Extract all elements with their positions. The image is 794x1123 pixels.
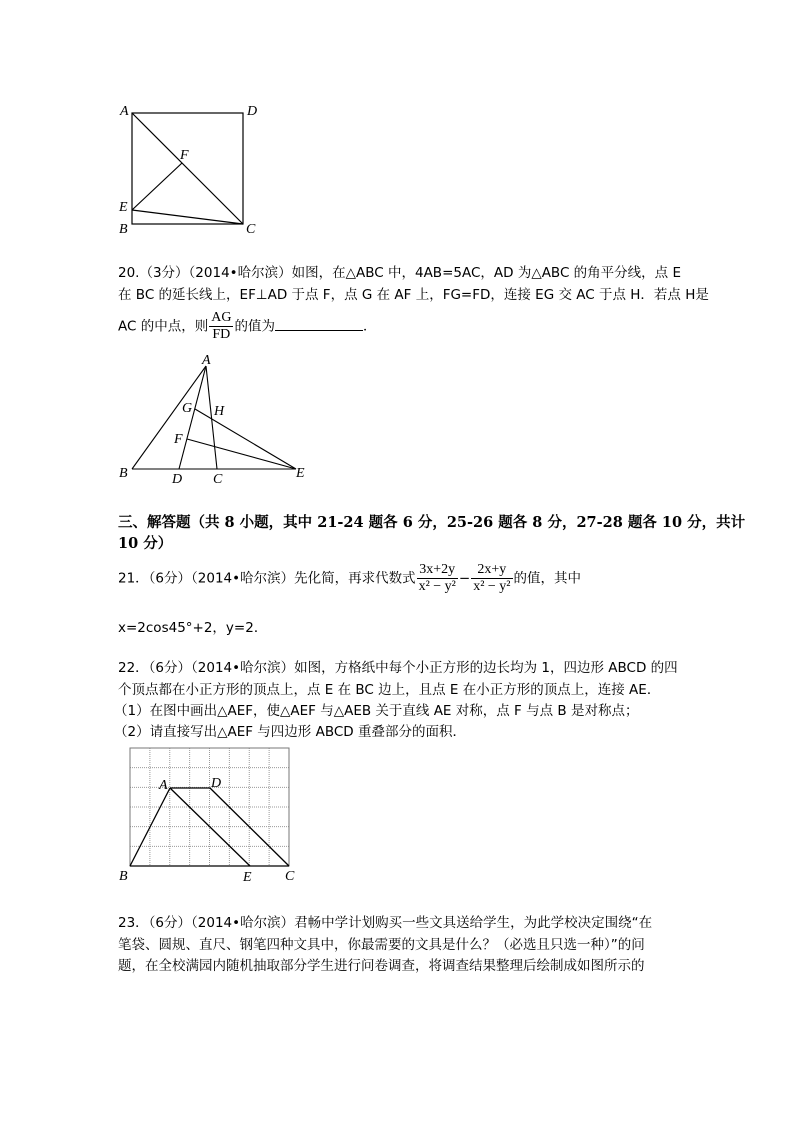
- label-c: C: [213, 472, 223, 487]
- section-heading: 三、解答题（共 8 小题，其中 21-24 题各 6 分，25-26 题各 8 分，27-28 题各 10 分，共计: [118, 514, 746, 531]
- label-d: D: [247, 104, 258, 119]
- label-c: C: [285, 869, 295, 884]
- figure-grid-abcd: [115, 745, 305, 885]
- q23-line3: 题，在全校满园内随机抽取部分学生进行问卷调查，将调查结果整理后绘制成如图所示的: [118, 958, 645, 974]
- label-e: E: [243, 870, 252, 885]
- q20-line2: 在 BC 的延长线上，EF⊥AD 于点 F，点 G 在 AF 上，FG=FD，连接 EG 交 AC 于点 H．若点 H是: [118, 287, 709, 303]
- section-heading-cont: 10 分）: [118, 535, 173, 552]
- label-f: F: [174, 432, 183, 447]
- segment-ef: [132, 163, 182, 210]
- label-e: E: [119, 200, 128, 215]
- figure-square-abcd: [110, 98, 270, 238]
- label-d: D: [211, 776, 222, 791]
- diagonal-ac: [132, 113, 243, 224]
- fraction-2: [471, 562, 512, 595]
- minus-sign: −: [458, 570, 471, 587]
- label-a: A: [159, 778, 168, 793]
- q23-line1: 23．（6分）（2014•哈尔滨）君畅中学计划购买一些文具送给学生，为此学校决定围绕“在: [118, 915, 653, 931]
- label-b: B: [119, 222, 128, 237]
- frac1-den: x² − y²: [418, 579, 456, 594]
- q22-part1: （1）在图中画出△AEF，使△AEF 与△AEB 关于直线 AE 对称，点 F 与点 B 是对称点；: [114, 703, 639, 719]
- label-h: H: [214, 404, 225, 419]
- segment-ec: [132, 210, 243, 224]
- q20-line3: [118, 310, 376, 343]
- frac2-num: 2x+y: [471, 562, 512, 579]
- q20-text-post: 的值为: [234, 318, 275, 335]
- q22-line2: 个顶点都在小正方形的顶点上，点 E 在 BC 边上，且点 E 在小正方形的顶点上，连接 AE．: [118, 682, 661, 698]
- fraction-1: [417, 562, 458, 595]
- label-a: A: [202, 353, 211, 368]
- q22-line1: 22．（6分）（2014•哈尔滨）如图，方格纸中每个小正方形的边长均为 1，四边形 ABCD 的四: [118, 660, 678, 676]
- q23-line2: 笔袋、圆规、直尺、钢笔四种文具中，你最需要的文具是什么？（必选且只选一种）”的问: [118, 937, 645, 953]
- label-c: C: [246, 222, 256, 237]
- q22-part2: （2）请直接写出△AEF 与四边形 ABCD 重叠部分的面积．: [114, 724, 466, 740]
- frac-num: AG: [211, 310, 232, 325]
- q20-period: ．: [362, 318, 377, 335]
- label-d: D: [172, 472, 183, 487]
- q21-line2: x=2cos45°+2，y=2．: [118, 620, 268, 636]
- frac-den: FD: [212, 327, 231, 342]
- figure-triangle-abc: [110, 350, 320, 490]
- answer-blank[interactable]: [275, 316, 363, 331]
- label-b: B: [119, 869, 128, 884]
- label-b: B: [119, 466, 128, 481]
- q21-text-pre: 21．（6分）（2014•哈尔滨）先化简，再求代数式: [118, 570, 416, 587]
- frac1-num: 3x+2y: [417, 562, 458, 579]
- q21-text-post: 的值，其中: [513, 570, 581, 587]
- q21-line1: [118, 562, 581, 595]
- label-g: G: [182, 401, 193, 416]
- label-f: F: [180, 148, 189, 163]
- label-e: E: [296, 466, 305, 481]
- frac2-den: x² − y²: [473, 579, 511, 594]
- q20-text-pre: AC 的中点，则: [118, 318, 209, 335]
- label-a: A: [120, 104, 129, 119]
- q20-line1: 20.（3分）（2014•哈尔滨）如图，在△ABC 中，4AB=5AC，AD 为△ABC 的角平分线，点 E: [118, 265, 681, 281]
- fraction-ag-fd: [209, 310, 233, 343]
